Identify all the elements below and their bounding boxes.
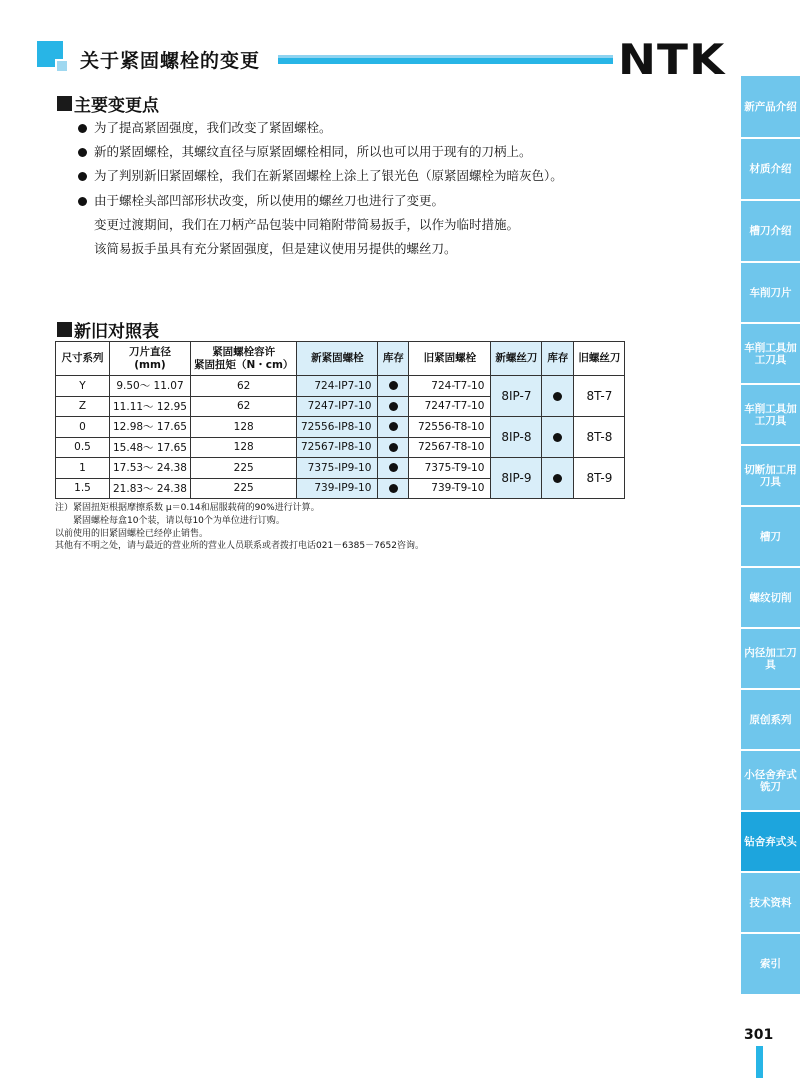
section-heading-changes xyxy=(57,91,159,116)
cell-torque: 128 xyxy=(190,437,296,458)
cell-torque: 225 xyxy=(190,458,296,479)
section-heading-table xyxy=(57,317,159,342)
section-heading-text: 新旧对照表 xyxy=(74,322,159,342)
sidebar-tab-threading[interactable]: 螺纹切削 xyxy=(741,568,800,629)
cell-new-bolt: 72567-IP8-10 xyxy=(297,437,378,458)
note-line: 变更过渡期间，我们在刀柄产品包装中同箱附带简易扳手，以作为临时措施。 xyxy=(94,216,520,232)
col-header-new-bolt: 新紧固螺栓 xyxy=(297,342,378,376)
cell-new-bolt: 7375-IP9-10 xyxy=(297,458,378,479)
sidebar-tab-small-end-mills[interactable]: 小径舍弃式铣刀 xyxy=(741,751,800,812)
sidebar-tab-indexable-drills[interactable]: 钻舍弃式头 xyxy=(741,812,800,873)
footnote: 紧固螺栓每盒10个装，请以每10个为单位进行订购。 xyxy=(73,515,285,526)
brand-logo: NTK xyxy=(618,35,726,84)
col-header-old-driver: 旧螺丝刀 xyxy=(574,342,625,376)
in-stock-dot-icon xyxy=(553,474,562,483)
header-decor-square-small xyxy=(55,59,69,73)
cell-torque: 62 xyxy=(190,396,296,417)
cell-torque: 128 xyxy=(190,417,296,438)
col-header-size: 尺寸系列 xyxy=(56,342,110,376)
col-header-stock: 库存 xyxy=(542,342,574,376)
cell-new-driver: 8IP-7 xyxy=(491,376,542,417)
cell-size: 0 xyxy=(56,417,110,438)
cell-stock xyxy=(378,478,409,499)
cell-new-bolt: 724-IP7-10 xyxy=(297,376,378,397)
in-stock-dot-icon xyxy=(389,463,398,472)
table-row xyxy=(56,458,625,479)
in-stock-dot-icon xyxy=(389,381,398,390)
sidebar-nav xyxy=(741,76,800,996)
cell-old-bolt: 7247-T7-10 xyxy=(409,396,491,417)
comparison-table xyxy=(55,341,625,499)
cell-new-driver: 8IP-9 xyxy=(491,458,542,499)
list-item: 为了判别新旧紧固螺栓，我们在新紧固螺栓上涂上了银光色（原紧固螺栓为暗灰色）。 xyxy=(77,164,637,188)
cell-driver-stock xyxy=(542,376,574,417)
cell-stock xyxy=(378,396,409,417)
list-item: 为了提高紧固强度，我们改变了紧固螺栓。 xyxy=(77,116,637,140)
cell-diameter: 9.50～ 11.07 xyxy=(110,376,191,397)
footnote: 以前使用的旧紧固螺栓已经停止销售。 xyxy=(55,528,209,539)
cell-diameter: 11.11～ 12.95 xyxy=(110,396,191,417)
list-item: 由于螺栓头部凹部形状改变，所以使用的螺丝刀也进行了变更。 xyxy=(77,189,637,213)
cell-stock xyxy=(378,417,409,438)
in-stock-dot-icon xyxy=(389,402,398,411)
sidebar-tab-turning-tools-2[interactable]: 车削工具加工刀具 xyxy=(741,385,800,446)
cell-torque: 62 xyxy=(190,376,296,397)
in-stock-dot-icon xyxy=(389,443,398,452)
sidebar-tab-index[interactable]: 索引 xyxy=(741,934,800,996)
list-item: 新的紧固螺栓，其螺纹直径与原紧固螺栓相同，所以也可以用于现有的刀柄上。 xyxy=(77,140,637,164)
col-header-diameter: 刀片直径 (mm) xyxy=(110,342,191,376)
sidebar-tab-turning-inserts[interactable]: 车削刀片 xyxy=(741,263,800,324)
sidebar-tab-grooving[interactable]: 槽刀 xyxy=(741,507,800,568)
cell-stock xyxy=(378,376,409,397)
cell-old-driver: 8T-7 xyxy=(574,376,625,417)
col-header-stock: 库存 xyxy=(378,342,409,376)
cell-new-bolt: 739-IP9-10 xyxy=(297,478,378,499)
sidebar-tab-original-series[interactable]: 原创系列 xyxy=(741,690,800,751)
footnotes xyxy=(55,502,424,553)
cell-driver-stock xyxy=(542,458,574,499)
sidebar-tab-new-products[interactable]: 新产品介绍 xyxy=(741,76,800,139)
cell-old-bolt: 72556-T8-10 xyxy=(409,417,491,438)
page-number: 301 xyxy=(744,1027,774,1043)
bullet-dot-icon xyxy=(78,197,87,206)
cell-diameter: 21.83～ 24.38 xyxy=(110,478,191,499)
sidebar-tab-materials[interactable]: 材质介绍 xyxy=(741,139,800,201)
note-line: 该简易扳手虽具有充分紧固强度，但是建议使用另提供的螺丝刀。 xyxy=(94,241,457,257)
header-accent-bar-highlight xyxy=(278,55,613,58)
bullet-dot-icon xyxy=(78,148,87,157)
heading-square-icon xyxy=(57,96,72,111)
cell-new-driver: 8IP-8 xyxy=(491,417,542,458)
page-number-tick xyxy=(756,1046,763,1078)
table-row xyxy=(56,376,625,397)
cell-size: Y xyxy=(56,376,110,397)
footnote: 注）紧固扭矩根据摩擦系数 μ＝0.14和屈服载荷的90%进行计算。 xyxy=(55,503,320,513)
heading-square-icon xyxy=(57,322,72,337)
cell-diameter: 12.98～ 17.65 xyxy=(110,417,191,438)
in-stock-dot-icon xyxy=(553,433,562,442)
change-list xyxy=(77,116,637,261)
table-header-row xyxy=(56,342,625,376)
cell-old-bolt: 7375-T9-10 xyxy=(409,458,491,479)
in-stock-dot-icon xyxy=(553,392,562,401)
page-title: 关于紧固螺栓的变更 xyxy=(80,50,261,72)
cell-diameter: 17.53～ 24.38 xyxy=(110,458,191,479)
cell-old-bolt: 739-T9-10 xyxy=(409,478,491,499)
cell-stock xyxy=(378,437,409,458)
cell-old-driver: 8T-9 xyxy=(574,458,625,499)
cell-size: Z xyxy=(56,396,110,417)
bullet-dot-icon xyxy=(78,124,87,133)
cell-torque: 225 xyxy=(190,478,296,499)
sidebar-tab-grooving-intro[interactable]: 槽刀介绍 xyxy=(741,201,800,263)
cell-driver-stock xyxy=(542,417,574,458)
table-row xyxy=(56,417,625,438)
col-header-torque: 紧固螺栓容许 紧固扭矩（N・cm） xyxy=(190,342,296,376)
cell-old-driver: 8T-8 xyxy=(574,417,625,458)
cell-old-bolt: 72567-T8-10 xyxy=(409,437,491,458)
cell-old-bolt: 724-T7-10 xyxy=(409,376,491,397)
bullet-dot-icon xyxy=(78,172,87,181)
cell-size: 0.5 xyxy=(56,437,110,458)
in-stock-dot-icon xyxy=(389,484,398,493)
cell-new-bolt: 72556-IP8-10 xyxy=(297,417,378,438)
col-header-new-driver: 新螺丝刀 xyxy=(491,342,542,376)
footnote: 其他有不明之处，请与最近的营业所的营业人员联系或者拨打电话021－6385－7652咨询。 xyxy=(55,541,424,552)
sidebar-tab-cutoff-tools[interactable]: 切断加工用刀具 xyxy=(741,446,800,507)
sidebar-tab-boring[interactable]: 内径加工刀具 xyxy=(741,629,800,690)
section-heading-text: 主要变更点 xyxy=(74,96,159,116)
cell-stock xyxy=(378,458,409,479)
cell-size: 1 xyxy=(56,458,110,479)
in-stock-dot-icon xyxy=(389,422,398,431)
sidebar-tab-turning-tools-1[interactable]: 车削工具加工刀具 xyxy=(741,324,800,385)
cell-new-bolt: 7247-IP7-10 xyxy=(297,396,378,417)
sidebar-tab-technical-data[interactable]: 技术资料 xyxy=(741,873,800,934)
cell-size: 1.5 xyxy=(56,478,110,499)
cell-diameter: 15.48～ 17.65 xyxy=(110,437,191,458)
col-header-old-bolt: 旧紧固螺栓 xyxy=(409,342,491,376)
